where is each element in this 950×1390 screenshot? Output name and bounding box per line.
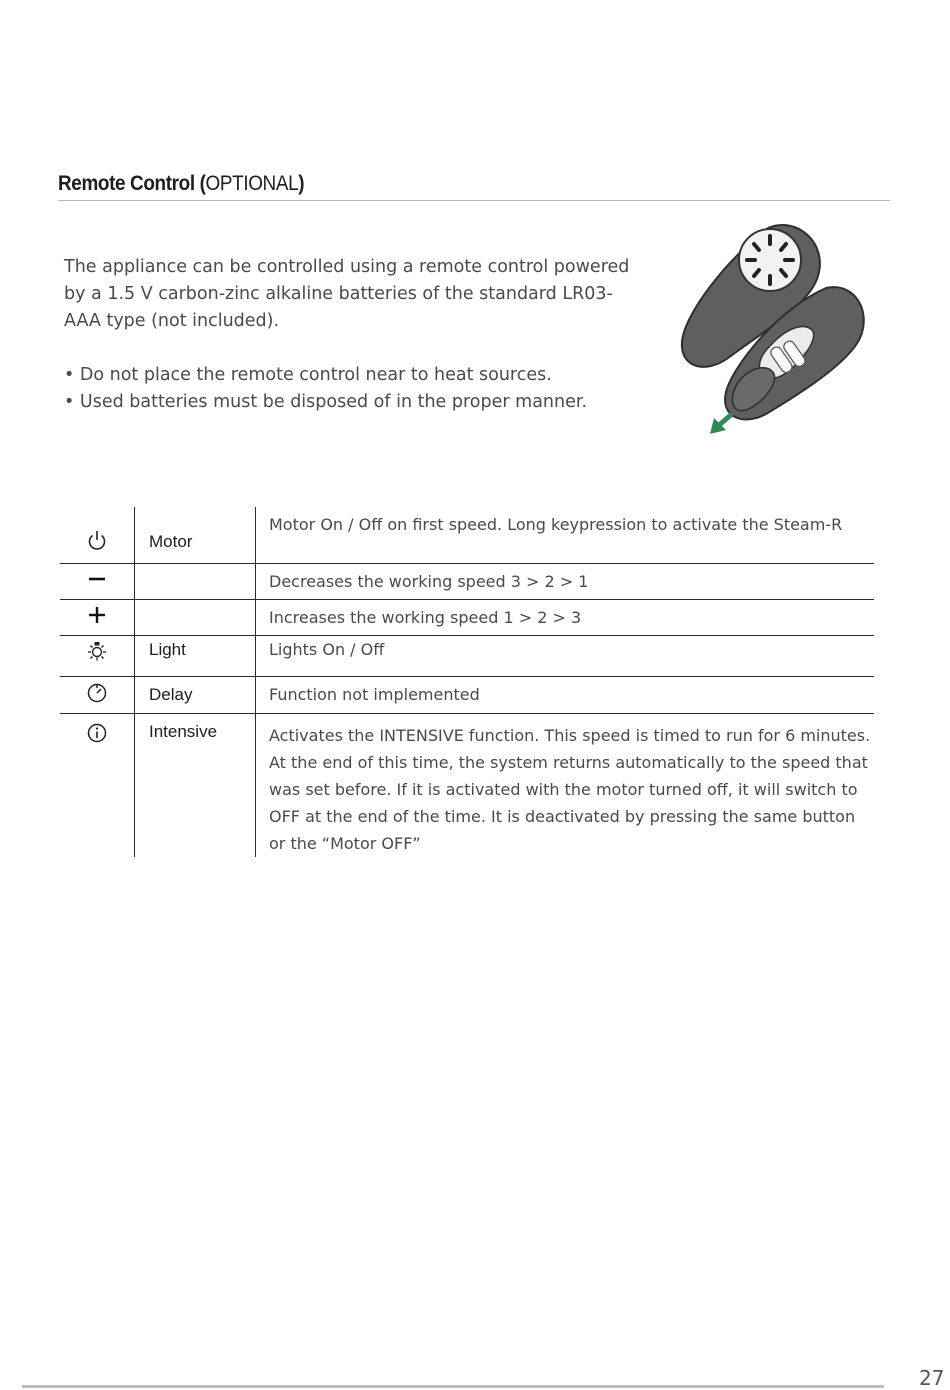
page-number: 27 bbox=[919, 1366, 945, 1390]
title-close: ) bbox=[298, 172, 305, 195]
section-title bbox=[58, 172, 304, 196]
remote-control-battery-icon bbox=[676, 218, 872, 436]
control-description: Activates the INTENSIVE function. This speed is timed to run for 6 minutes. At the end of this time, the system returns automatically to the speed that was set before. If it is activated with the motor turned off, it will switch to OFF at the end of the time. It is deactivated by pressing the same button or the “Motor OFF” bbox=[256, 713, 875, 857]
intro-block bbox=[64, 254, 644, 416]
control-name bbox=[135, 599, 256, 635]
warning-list bbox=[64, 362, 644, 416]
table-row bbox=[60, 713, 874, 857]
controls-table bbox=[60, 507, 874, 857]
control-name: Intensive bbox=[135, 713, 256, 857]
power-icon bbox=[86, 529, 108, 551]
table-row bbox=[60, 563, 874, 599]
table-row bbox=[60, 635, 874, 676]
title-divider bbox=[58, 200, 890, 201]
control-name: Delay bbox=[135, 676, 256, 713]
table-row bbox=[60, 599, 874, 635]
title-main: Remote Control ( bbox=[58, 172, 206, 195]
table-row bbox=[60, 676, 874, 713]
timer-icon bbox=[86, 682, 108, 704]
title-optional: OPTIONAL bbox=[205, 172, 299, 195]
control-name: Motor bbox=[135, 507, 256, 563]
light-bulb-icon bbox=[86, 640, 108, 662]
warning-item: • Do not place the remote control near to heat sources. bbox=[64, 362, 644, 389]
plus-icon bbox=[86, 604, 108, 626]
info-icon bbox=[86, 722, 108, 744]
minus-icon bbox=[86, 568, 108, 590]
svg-text:+: + bbox=[802, 350, 808, 358]
footer-divider bbox=[22, 1385, 884, 1388]
control-description: Lights On / Off bbox=[256, 635, 875, 676]
control-description: Function not implemented bbox=[256, 676, 875, 713]
control-name bbox=[135, 563, 256, 599]
control-description: Increases the working speed 1 > 2 > 3 bbox=[256, 599, 875, 635]
intro-paragraph: The appliance can be controlled using a remote control powered by a 1.5 V carbon-zinc alkaline batteries of the standard LR03-AAA type (not included). bbox=[64, 257, 630, 331]
control-description: Decreases the working speed 3 > 2 > 1 bbox=[256, 563, 875, 599]
control-name: Light bbox=[135, 635, 256, 676]
table-row bbox=[60, 507, 874, 563]
control-description: Motor On / Off on first speed. Long keypression to activate the Steam-R bbox=[256, 507, 875, 563]
warning-item: • Used batteries must be disposed of in the proper manner. bbox=[64, 389, 644, 416]
